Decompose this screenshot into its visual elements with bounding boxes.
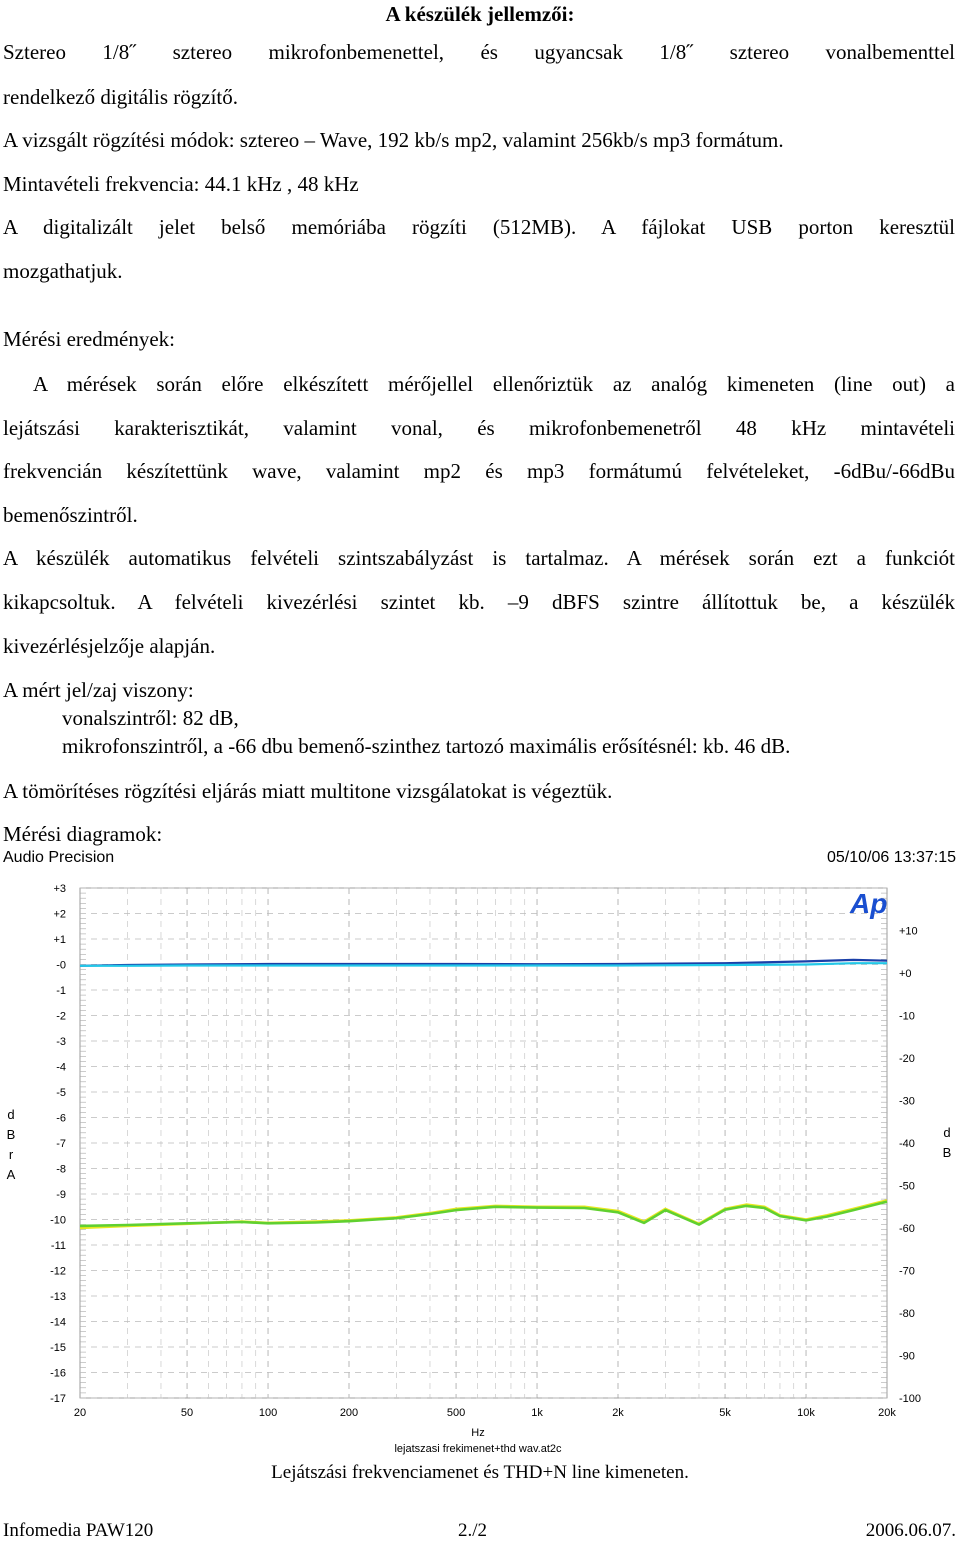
left-tick-label: -6 (56, 1112, 66, 1125)
results-p1-line-1: A mérések során előre elkészített mérőjellel ellenőriztük az analóg kimeneten (line out) a (33, 372, 955, 396)
right-tick-label: -20 (899, 1053, 915, 1065)
right-tick-label: +10 (899, 925, 918, 938)
x-tick-label: 2k (612, 1407, 624, 1419)
chart-vendor-label: Audio Precision (3, 849, 115, 866)
left-tick-label: -8 (56, 1163, 66, 1176)
results-p2-line-3: kivezérlésjelzője alapján. (3, 634, 216, 658)
left-tick-label: +3 (53, 883, 66, 895)
left-tick-label: -7 (56, 1138, 66, 1150)
footer-date: 2006.06.07. (865, 1520, 956, 1541)
right-tick-label: -70 (899, 1265, 915, 1278)
section-title: A készülék jellemzői: (385, 2, 575, 26)
left-tick-label: -14 (50, 1316, 66, 1329)
x-tick-label: 10k (797, 1407, 815, 1419)
left-tick-label: -3 (56, 1036, 66, 1048)
right-axis-label (940, 1123, 954, 1163)
axis-label-letter: r (8, 1147, 14, 1162)
feature-line-1: Sztereo 1/8˝ sztereo mikrofonbemenettel, és ugyancsak 1/8˝ sztereo vonalbementtel (3, 40, 955, 64)
series-line-4 (80, 1202, 887, 1226)
results-p2-line-1: A készülék automatikus felvételi szintszabályzást is tartalmaz. A mérések során ezt a funkciót (3, 546, 955, 570)
x-tick-label: 50 (180, 1407, 194, 1419)
snr-heading: A mért jel/zaj viszony: (3, 678, 194, 702)
results-p1-line-3: frekvencián készítettünk wave, valamint mp2 és mp3 formátumú felvételeket, -6dBu/-66dBu (3, 459, 955, 483)
axis-label-letter: B (942, 1145, 952, 1160)
left-axis-label (4, 1105, 18, 1185)
right-tick-label: +0 (899, 968, 912, 980)
right-tick-label: -80 (899, 1308, 915, 1320)
feature-line-2: rendelkező digitális rögzítő. (3, 85, 239, 109)
results-p2-line-2: kikapcsoltuk. A felvételi kivezérlési szintet kb. –9 dBFS szintre állítottuk be, a készülék (3, 590, 955, 614)
chart-file-label: lejatszasi frekimenet+thd wav.at2c (394, 1443, 562, 1455)
left-tick-label: -4 (56, 1061, 66, 1074)
left-tick-label: -16 (50, 1367, 66, 1380)
feature-line-6: mozgathatjuk. (3, 259, 123, 283)
feature-line-3: A vizsgált rögzítési módok: sztereo – Wave, 192 kb/s mp2, valamint 256kb/s mp3 formátum. (3, 128, 784, 152)
right-tick-label: -10 (899, 1010, 915, 1023)
left-tick-label: -5 (56, 1087, 66, 1099)
right-tick-label: -40 (899, 1138, 915, 1150)
feature-line-4: Mintavételi frekvencia: 44.1 kHz , 48 kHz (3, 172, 359, 196)
left-tick-label: -15 (50, 1342, 66, 1354)
left-tick-label: -17 (50, 1393, 66, 1405)
left-tick-label: -10 (50, 1214, 66, 1227)
axis-label-letter: d (7, 1107, 15, 1122)
x-tick-label: 20k (878, 1407, 896, 1419)
chart-caption: Lejátszási frekvenciamenet és THD+N line kimeneten. (271, 1462, 689, 1483)
x-tick-label: 1k (531, 1407, 543, 1419)
left-tick-label: -12 (50, 1265, 66, 1278)
left-tick-label: +2 (53, 908, 66, 921)
results-p1-line-4: bemenőszintről. (3, 503, 138, 527)
ap-logo: Ap (850, 888, 888, 919)
right-tick-label: -50 (899, 1180, 915, 1193)
right-tick-label: -30 (899, 1095, 915, 1108)
results-p1-line-2: lejátszási karakterisztikát, valamint vonal, és mikrofonbemenetről 48 kHz mintavételi (3, 416, 955, 440)
left-tick-label: -13 (50, 1291, 66, 1303)
left-tick-label: -11 (50, 1240, 66, 1252)
right-tick-label: -60 (899, 1223, 915, 1235)
x-axis-label: Hz (471, 1427, 485, 1439)
feature-line-5: A digitalizált jelet belső memóriába rögzíti (512MB). A fájlokat USB porton keresztül (3, 215, 955, 239)
footer-left: Infomedia PAW120 (3, 1520, 154, 1541)
chart-timestamp: 05/10/06 13:37:15 (826, 849, 956, 866)
left-tick-label: -9 (56, 1189, 66, 1201)
right-tick-label: -100 (899, 1393, 922, 1405)
left-tick-label: -1 (56, 985, 66, 997)
snr-mic-value: mikrofonszintről, a -66 dbu bemenő-szinthez tartozó maximális erősítésnél: kb. 46 dB. (62, 734, 791, 758)
multitone-note: A tömörítéses rögzítési eljárás miatt multitone vizsgálatokat is végeztük. (3, 779, 613, 803)
results-heading: Mérési eredmények: (3, 327, 176, 351)
left-tick-label: +1 (53, 934, 66, 946)
x-tick-label: 500 (446, 1407, 466, 1419)
x-tick-label: 20 (73, 1407, 87, 1419)
left-tick-label: -2 (56, 1010, 66, 1023)
x-tick-label: 100 (258, 1407, 278, 1419)
axis-label-letter: A (6, 1167, 16, 1182)
x-tick-label: 200 (339, 1407, 359, 1419)
right-tick-label: -90 (899, 1350, 915, 1363)
chart-series (80, 960, 887, 1228)
left-tick-label: -0 (56, 959, 66, 972)
axis-label-letter: d (943, 1125, 951, 1140)
x-tick-label: 5k (719, 1407, 731, 1419)
axis-label-letter: B (6, 1127, 16, 1142)
diagrams-heading: Mérési diagramok: (3, 822, 163, 846)
footer-page: 2./2 (458, 1520, 488, 1541)
snr-line-value: vonalszintről: 82 dB, (62, 706, 239, 730)
frequency-response-chart (0, 870, 960, 1462)
